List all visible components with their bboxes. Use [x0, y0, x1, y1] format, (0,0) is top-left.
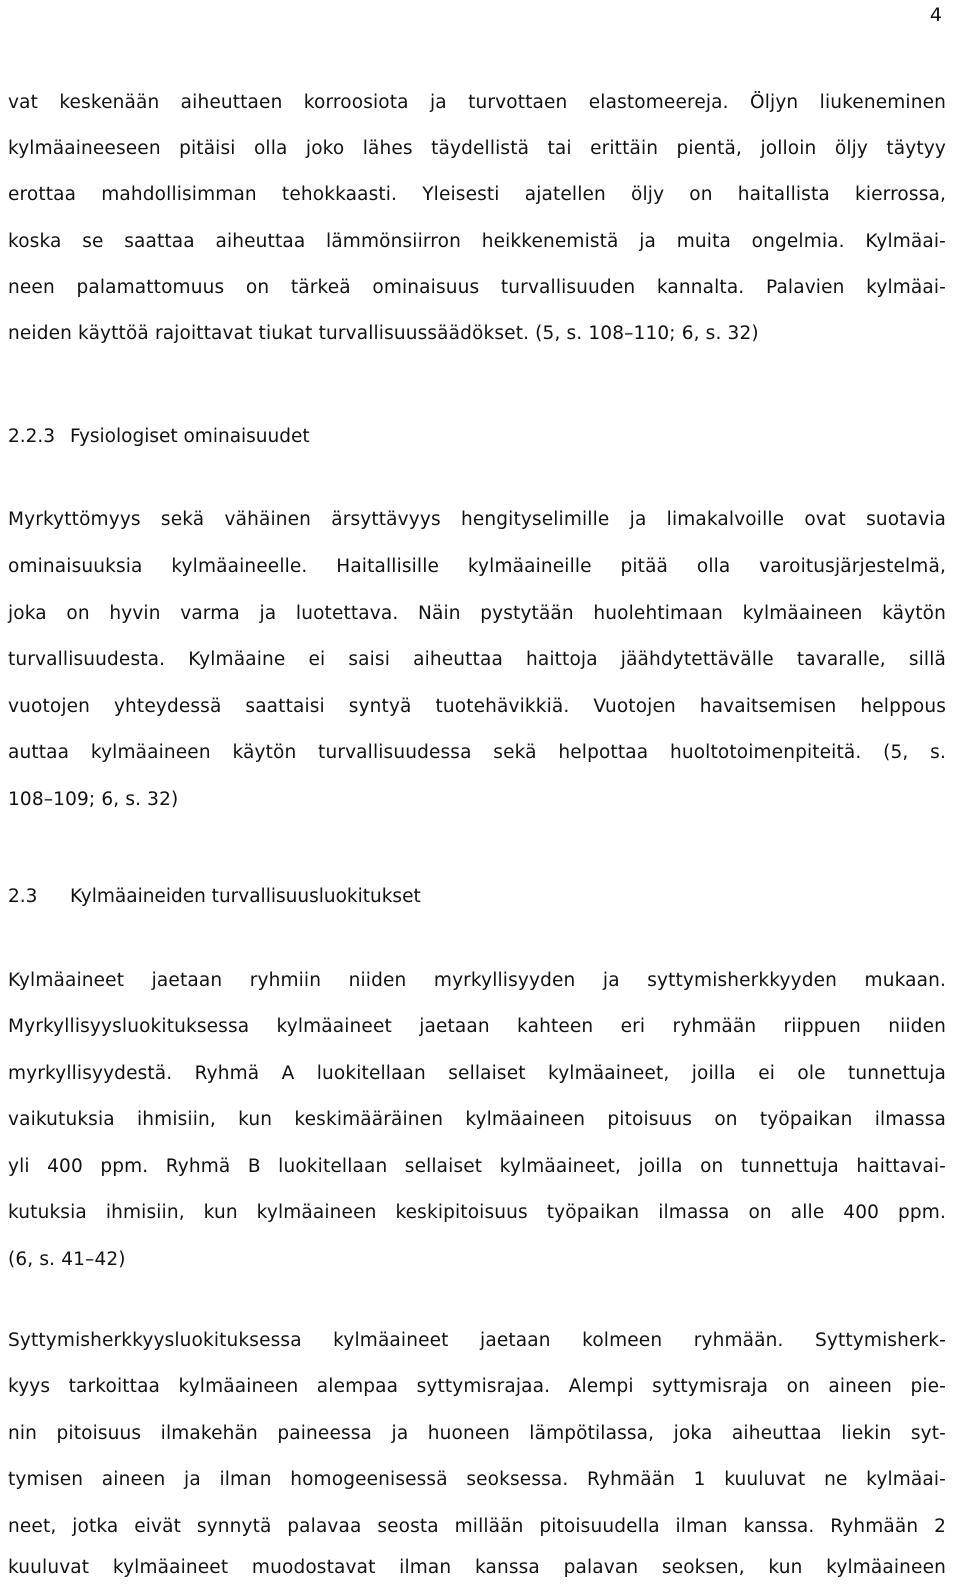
page-number: 4: [929, 4, 942, 26]
text-line: kyys tarkoittaa kylmäaineen alempaa syttymisrajaa. Alempi syttymisraja on aineen pie-: [8, 1376, 946, 1397]
text-line: koska se saattaa aiheuttaa lämmönsiirron heikkenemistä ja muita ongelmia. Kylmäai-: [8, 231, 946, 252]
section-heading: [8, 422, 310, 452]
text-line: ominaisuuksia kylmäaineelle. Haitallisille kylmäaineille pitää olla varoitusjärjestelmä,: [8, 556, 946, 577]
text-line: erottaa mahdollisimman tehokkaasti. Yleisesti ajatellen öljy on haitallista kierrossa,: [8, 184, 946, 205]
section-number: 2.2.3: [8, 426, 56, 447]
text-line: Myrkyttömyys sekä vähäinen ärsyttävyys hengityselimille ja limakalvoille ovat suotavia: [8, 509, 946, 530]
text-line: neiden käyttöä rajoittavat tiukat turvallisuussäädökset. (5, s. 108–110; 6, s. 32): [8, 323, 759, 344]
text-line: Syttymisherkkyysluokituksessa kylmäaineet jaetaan kolmeen ryhmään. Syttymisherk-: [8, 1330, 946, 1351]
section-title: Kylmäaineiden turvallisuusluokitukset: [70, 886, 421, 907]
text-line: tymisen aineen ja ilman homogeenisessä seoksessa. Ryhmään 1 kuuluvat ne kylmäai-: [8, 1469, 946, 1490]
text-line: vuotojen yhteydessä saattaisi syntyä tuotehävikkiä. Vuotojen havaitsemisen helppous: [8, 696, 946, 717]
text-line: Kylmäaineet jaetaan ryhmiin niiden myrkyllisyyden ja syttymisherkkyyden mukaan.: [8, 970, 946, 991]
section-heading: [8, 882, 421, 912]
text-line: auttaa kylmäaineen käytön turvallisuudessa sekä helpottaa huoltotoimenpiteitä. (5, s.: [8, 742, 946, 763]
text-line: turvallisuudesta. Kylmäaine ei saisi aiheuttaa haittoja jäähdytettävälle tavaralle, sillä: [8, 649, 946, 670]
text-line: (6, s. 41–42): [8, 1249, 126, 1270]
text-line: nin pitoisuus ilmakehän paineessa ja huoneen lämpötilassa, joka aiheuttaa liekin syt-: [8, 1423, 946, 1444]
text-line: vat keskenään aiheuttaen korroosiota ja turvottaen elastomeereja. Öljyn liukeneminen: [8, 92, 946, 113]
text-line: Myrkyllisyysluokituksessa kylmäaineet jaetaan kahteen eri ryhmään riippuen niiden: [8, 1016, 946, 1037]
text-line: kuuluvat kylmäaineet muodostavat ilman kanssa palavan seoksen, kun kylmäaineen: [8, 1557, 946, 1578]
text-line: 108–109; 6, s. 32): [8, 789, 179, 810]
text-line: kutuksia ihmisiin, kun kylmäaineen keskipitoisuus työpaikan ilmassa on alle 400 ppm.: [8, 1202, 946, 1223]
text-line: kylmäaineeseen pitäisi olla joko lähes täydellistä tai erittäin pientä, jolloin öljy täytyy: [8, 138, 946, 159]
section-title: Fysiologiset ominaisuudet: [70, 426, 310, 447]
text-line: myrkyllisyydestä. Ryhmä A luokitellaan sellaiset kylmäaineet, joilla ei ole tunnettuja: [8, 1063, 946, 1084]
text-line: vaikutuksia ihmisiin, kun keskimääräinen kylmäaineen pitoisuus on työpaikan ilmassa: [8, 1109, 946, 1130]
text-line: yli 400 ppm. Ryhmä B luokitellaan sellaiset kylmäaineet, joilla on tunnettuja haittavai-: [8, 1156, 946, 1177]
section-number: 2.3: [8, 886, 38, 907]
text-line: joka on hyvin varma ja luotettava. Näin pystytään huolehtimaan kylmäaineen käytön: [8, 603, 946, 624]
text-line: neet, jotka eivät synnytä palavaa seosta millään pitoisuudella ilman kanssa. Ryhmään 2: [8, 1516, 946, 1537]
text-line: neen palamattomuus on tärkeä ominaisuus turvallisuuden kannalta. Palavien kylmäai-: [8, 277, 946, 298]
